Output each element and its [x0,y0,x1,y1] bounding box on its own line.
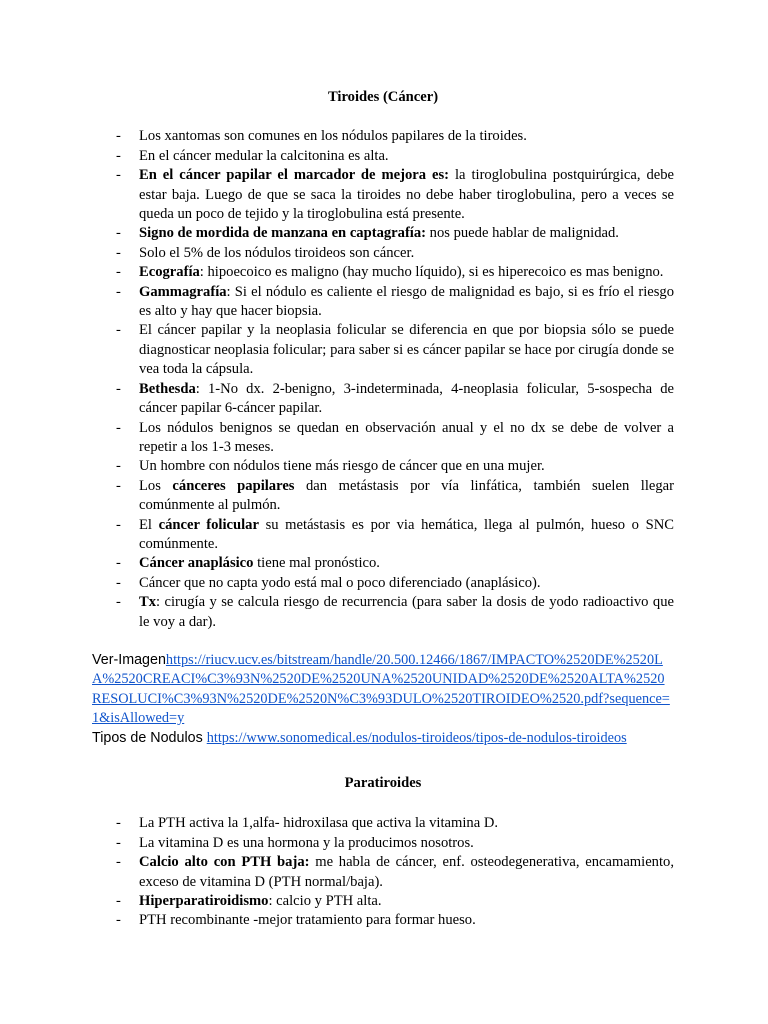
item-text: me habla de cáncer, enf. osteodegenerativa, encamamiento, exceso de vitamina D (PTH normal/baja). [139,854,674,890]
item-text: : 1-No dx. 2-benigno, 3-indeterminada, 4-neoplasia folicular, 5-sospecha de cáncer papilar 6-cáncer papilar. [139,380,674,417]
list-item [92,244,674,263]
tipos-nodulos-row [92,729,674,748]
links-block [92,651,674,748]
list-item [92,814,674,833]
item-text: PTH recombinante -mejor tratamiento para formar hueso. [139,912,476,929]
bullet-dash: - [116,322,121,339]
list-item [92,593,674,632]
item-text: la tiroglobulina postquirúrgica, debe estar baja. Luego de que se saca la tiroides no debe haber tiroglobulina, pero a veces se queda un poco de tejido y la tiroglobulina está presente. [139,167,674,223]
list-item [92,516,674,555]
tipos-nodulos-link[interactable]: https://www.sonomedical.es/nodulos-tiroideos/tipos-de-nodulos-tiroideos [206,729,627,746]
list-item [92,911,674,930]
list-item [92,419,674,458]
list-item [92,834,674,853]
bullet-dash: - [116,167,121,184]
list-item [92,321,674,379]
list-item [92,457,674,476]
item-bold-term: En el cáncer papilar el marcador de mejora es: [139,167,450,184]
tiroides-list [92,127,674,632]
item-bold-term: cánceres papilares [172,477,295,494]
bullet-dash: - [116,594,121,611]
list-item [92,147,674,166]
bullet-dash: - [116,283,121,300]
item-text: Un hombre con nódulos tiene más riesgo de cáncer que en una mujer. [139,458,545,475]
bullet-dash: - [116,477,121,494]
list-item [92,853,674,892]
item-text: Los xantomas son comunes en los nódulos papilares de la tiroides. [139,128,527,145]
section-title-tiroides: Tiroides (Cáncer) [327,89,439,105]
list-item [92,892,674,911]
item-text: La vitamina D es una hormona y la producimos nosotros. [139,834,474,851]
list-item [92,477,674,516]
list-item [92,224,674,243]
item-text: : Si el nódulo es caliente el riesgo de malignidad es bajo, si es frío el riesgo es alto y hay que hacer biopsia. [139,283,674,320]
list-item [92,554,674,573]
item-bold-term: Signo de mordida de manzana en captagrafía: [139,225,427,242]
item-prefix: El [139,516,159,533]
ver-imagen-link[interactable]: https://riucv.ucv.es/bitstream/handle/20.500.12466/1867/IMPACTO%2520DE%2520LA%2520CREACI%C3%93N%2520DE%2520UNA%2520UNIDAD%2520DE%2520ALTA%2520RESOLUCI%C3%93N%2520DE%2520N%C3%93DULO%2520TIROIDEO%2520.pdf?sequence=1&isAllowed=y [92,651,670,727]
list-item [92,574,674,593]
bullet-dash: - [116,147,121,164]
bullet-dash: - [116,380,121,397]
item-bold-term: Tx [139,594,157,611]
item-text: : hipoecoico es maligno (hay mucho líquido), si es hiperecoico es mas benigno. [199,264,664,281]
item-bold-term: Gammagrafía [139,283,227,300]
item-text: En el cáncer medular la calcitonina es alta. [139,147,389,164]
item-text: : calcio y PTH alta. [268,893,382,910]
item-text: tiene mal pronóstico. [253,555,380,572]
bullet-dash: - [116,834,121,851]
item-text: nos puede hablar de malignidad. [426,225,619,242]
item-text: El cáncer papilar y la neoplasia folicular se diferencia en que por biopsia sólo se puede diagnosticar neoplasia folicular; para saber si es cáncer papilar se hace por cirugía donde se vea toda la cápsula. [139,322,674,378]
item-text: dan metástasis por vía linfática, también suelen llegar comúnmente al pulmón. [139,477,675,514]
ver-imagen-label: Ver-Imagen [92,651,166,668]
bullet-dash: - [116,458,121,475]
bullet-dash: - [116,893,121,910]
item-prefix: Los [139,477,173,494]
bullet-dash: - [116,815,121,832]
tipos-nodulos-label: Tipos de Nodulos [92,729,207,746]
paratiroides-list [92,814,674,930]
item-text: La PTH activa la 1,alfa- hidroxilasa que activa la vitamina D. [139,815,499,832]
item-text: Los nódulos benignos se quedan en observación anual y el no dx se debe de volver a repetir a los 1-3 meses. [139,419,674,455]
item-text: Cáncer que no capta yodo está mal o poco diferenciado (anaplásico). [139,574,541,591]
bullet-dash: - [116,128,121,145]
bullet-dash: - [116,574,121,591]
list-item [92,380,674,419]
item-bold-term: Calcio alto con PTH baja: [139,854,310,871]
bullet-dash: - [116,244,121,261]
section-title-paratiroides: Paratiroides [344,775,422,791]
ver-imagen-row [92,651,674,729]
item-bold-term: cáncer folicular [158,516,259,533]
item-bold-term: Cáncer anaplásico [139,555,254,572]
list-item [92,283,674,322]
list-item [92,166,674,224]
item-text: su metástasis es por via hemática, llega al pulmón, hueso o SNC comúnmente. [139,516,674,552]
bullet-dash: - [116,854,121,871]
item-text: Solo el 5% de los nódulos tiroideos son cáncer. [139,244,415,261]
bullet-dash: - [116,419,121,436]
item-bold-term: Bethesda [139,380,196,397]
item-text: : cirugía y se calcula riesgo de recurrencia (para saber la dosis de yodo radioactivo que le voy a dar). [139,594,674,630]
bullet-dash: - [116,555,121,572]
list-item [92,127,674,146]
item-bold-term: Hiperparatiroidismo [139,893,269,910]
bullet-dash: - [116,264,121,281]
bullet-dash: - [116,225,121,242]
bullet-dash: - [116,516,121,533]
list-item [92,263,674,282]
item-bold-term: Ecografía [139,264,200,281]
bullet-dash: - [116,912,121,929]
